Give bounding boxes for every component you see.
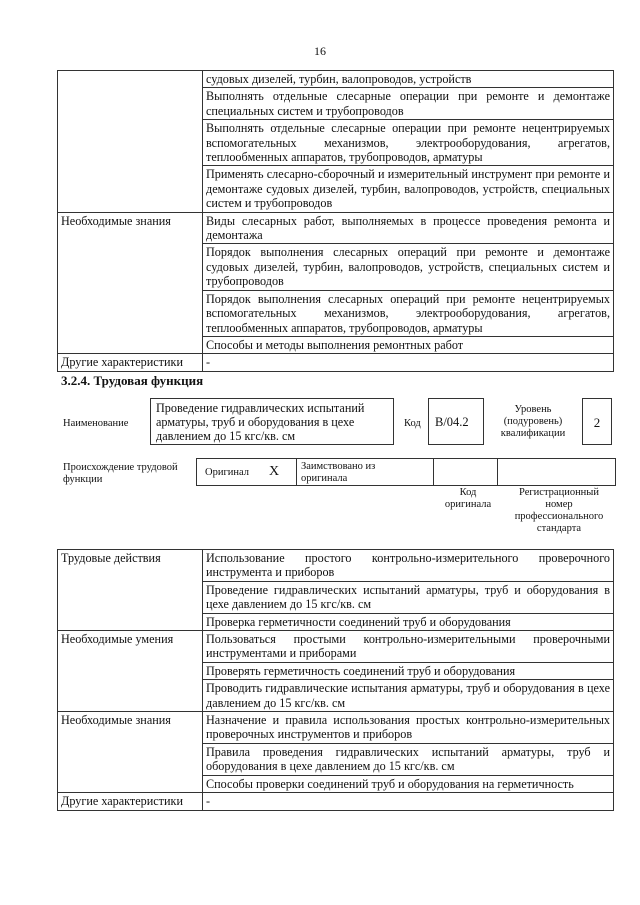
row-text: - [203,354,614,371]
row-text: Способы и методы выполнения ремонтных работ [203,336,614,353]
table-row [58,354,614,371]
divider [296,459,297,485]
row-label-knowledge: Необходимые знания [58,712,203,793]
row-text: Применять слесарно-сборочный и измерительный инструмент при ремонте и демонтаже судовых дизелей, турбин, валопроводов, устройств, специальных систем и трубопроводов [203,166,614,212]
row-text: Правила проведения гидравлических испытаний арматуры, труб и оборудования в цехе давлением до 15 кгс/кв. см [203,743,614,775]
section-heading: 3.2.4. Трудовая функция [61,373,204,388]
origin-row [196,458,616,486]
function-name-box [150,398,394,445]
row-label-other: Другие характеристики [58,793,203,810]
level-value: 2 [593,415,601,430]
code-label: Код [404,418,421,429]
row-text: Назначение и правила использования простых контрольно-измерительных проверочных инструментов и приборов [203,712,614,744]
row-text: Порядок выполнения слесарных операций при ремонте нецентрируемых вспомогательных механизмов, электрооборудования, агрегатов, теплообменных аппаратов, трубопроводов, арматуры [203,290,614,336]
row-text: Проводить гидравлические испытания арматуры, труб и оборудования в цехе давлением до 15 кгс/кв. см [203,680,614,712]
original-code-label: Код оригинала [444,487,492,510]
code-box [428,398,484,445]
row-text: Выполнять отдельные слесарные операции при ремонте и демонтаже специальных систем и трубопроводов [203,88,614,120]
bottom-competency-table [57,549,614,811]
table-row [58,212,614,244]
row-text: судовых дизелей, турбин, валопроводов, устройств [203,71,614,88]
name-label: Наименование [63,418,129,429]
top-competency-table [57,70,614,372]
divider [497,459,498,485]
row-label-skills: Необходимые умения [58,631,203,712]
function-name: Проведение гидравлических испытаний арматуры, труб и оборудования в цехе давлением до 15 кгс/кв. см [156,401,365,443]
row-label-other: Другие характеристики [58,354,203,371]
row-text: Проверять герметичность соединений труб и оборудования [203,662,614,679]
borrowed-label: Заимствовано из оригинала [301,461,376,484]
reg-number-label: Регистрационный номер профессионального стандарта [514,487,604,534]
row-text: Виды слесарных работ, выполняемых в процессе проведения ремонта и демонтажа [203,212,614,244]
table-row [58,712,614,744]
page-number: 16 [314,44,326,58]
row-text: Использование простого контрольно-измерительного проверочного инструмента и приборов [203,550,614,582]
original-mark: X [269,464,280,479]
table-row [58,631,614,663]
table-row [58,793,614,810]
table-row [58,71,614,88]
origin-label: Происхождение трудовой функции [63,462,178,485]
divider [433,459,434,485]
row-text: Проведение гидравлических испытаний арматуры, труб и оборудования в цехе давлением до 15 кгс/кв. см [203,581,614,613]
original-label: Оригинал [205,467,249,478]
row-text: Способы проверки соединений труб и оборудования на герметичность [203,775,614,792]
row-text: Пользоваться простыми контрольно-измерительными проверочными инструментами и приборами [203,631,614,663]
row-label-actions: Трудовые действия [58,550,203,631]
code-value: B/04.2 [435,415,469,429]
level-box [582,398,612,445]
table-row [58,550,614,582]
row-label [58,71,203,213]
row-text: - [203,793,614,810]
row-text: Проверка герметичности соединений труб и оборудования [203,613,614,630]
level-label: Уровень (подуровень) квалификации [500,404,566,439]
row-label-knowledge: Необходимые знания [58,212,203,354]
row-text: Выполнять отдельные слесарные операции при ремонте нецентрируемых вспомогательных механизмов, электрооборудования, агрегатов, теплообменных аппаратов, трубопроводов, арматуры [203,120,614,166]
row-text: Порядок выполнения слесарных операций при ремонте и демонтаже судовых дизелей, турбин, валопроводов, устройств, специальных систем и трубопроводов [203,244,614,290]
